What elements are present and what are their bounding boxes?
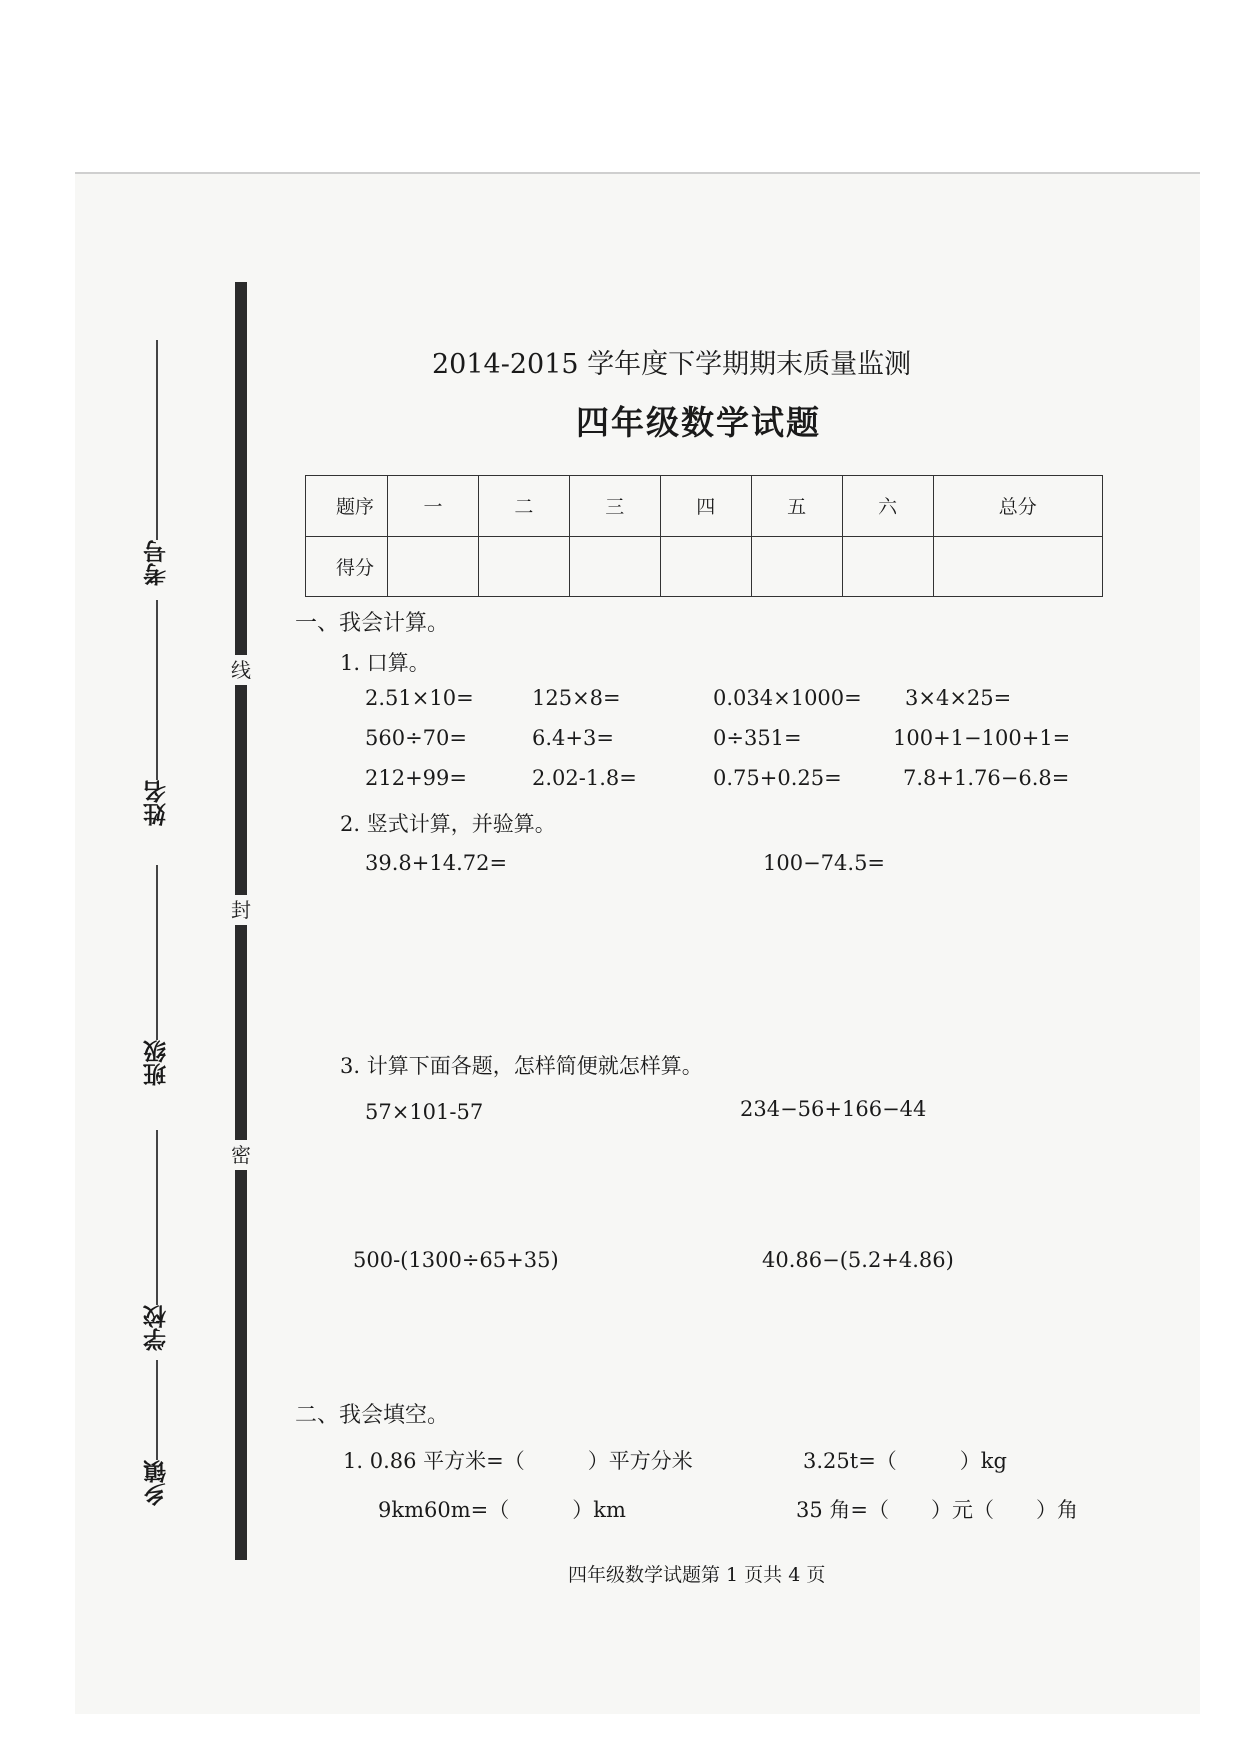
field-town (140, 1360, 173, 1506)
field-name (140, 600, 173, 826)
oral-calc-item: 0.75+0.25= (713, 766, 842, 790)
oral-calc-item: 3×4×25= (905, 686, 1012, 710)
q2-title: 2. 竖式计算，并验算。 (340, 812, 556, 836)
field-class (140, 865, 173, 1086)
score-input-cell[interactable] (569, 536, 660, 597)
score-cell: 总分 (933, 476, 1102, 537)
page-footer: 四年级数学试题第 1 页共 4 页 (568, 1564, 826, 1586)
field-line[interactable] (156, 600, 158, 780)
section-1-title: 一、我会计算。 (295, 611, 450, 636)
oral-calc-item: 2.51×10= (365, 686, 474, 710)
score-cell: 一 (388, 476, 479, 537)
oral-calc-item: 212+99= (365, 766, 467, 790)
oral-calc-item: 0÷351= (713, 726, 802, 750)
simplify-calc-item: 500-(1300÷65+35) (353, 1248, 559, 1272)
seal-mark-line: 线 (229, 655, 253, 685)
oral-calc-item: 6.4+3= (532, 726, 614, 750)
score-cell: 四 (660, 476, 751, 537)
oral-calc-item: 7.8+1.76−6.8= (903, 766, 1070, 790)
field-label: 姓名 (144, 780, 170, 826)
score-cell: 五 (751, 476, 842, 537)
vertical-calc-item: 39.8+14.72= (365, 851, 508, 875)
score-cell: 六 (842, 476, 933, 537)
seal-mark-seal: 封 (229, 895, 253, 925)
score-cell: 三 (569, 476, 660, 537)
field-line[interactable] (156, 865, 158, 1040)
score-cell: 二 (478, 476, 569, 537)
score-input-cell[interactable] (933, 536, 1102, 597)
score-table-score-row (306, 536, 1103, 597)
field-label: 考号 (144, 540, 170, 586)
field-label: 乡镇 (144, 1460, 170, 1506)
simplify-calc-item: 57×101-57 (365, 1100, 484, 1124)
fill-blank-item: 35 角=（ ）元（ ）角 (796, 1498, 1078, 1522)
q1-title: 1. 口算。 (340, 651, 430, 675)
oral-calc-item: 560÷70= (365, 726, 467, 750)
field-line[interactable] (156, 340, 158, 540)
oral-calc-item: 100+1−100+1= (893, 726, 1071, 750)
oral-calc-item: 2.02-1.8= (532, 766, 637, 790)
field-label: 班级 (144, 1040, 170, 1086)
field-exam-number (140, 340, 173, 586)
vertical-calc-item: 100−74.5= (763, 851, 886, 875)
score-row-label: 得分 (306, 536, 388, 597)
score-input-cell[interactable] (478, 536, 569, 597)
q3-title: 3. 计算下面各题，怎样简便就怎样算。 (340, 1054, 703, 1078)
score-input-cell[interactable] (751, 536, 842, 597)
field-line[interactable] (156, 1130, 158, 1305)
exam-subtitle: 四年级数学试题 (576, 403, 821, 442)
fill-blank-item: 1. 0.86 平方米=（ ）平方分米 (343, 1449, 693, 1473)
section-2-title: 二、我会填空。 (295, 1403, 450, 1428)
seal-mark-secret: 密 (229, 1140, 253, 1170)
score-cell: 题序 (306, 476, 388, 537)
simplify-calc-item: 234−56+166−44 (740, 1097, 927, 1121)
score-table-header-row (306, 476, 1103, 537)
score-input-cell[interactable] (842, 536, 933, 597)
simplify-calc-item: 40.86−(5.2+4.86) (762, 1248, 954, 1272)
score-input-cell[interactable] (660, 536, 751, 597)
field-line[interactable] (156, 1360, 158, 1460)
oral-calc-item: 125×8= (532, 686, 621, 710)
fill-blank-item: 9km60m=（ ）km (378, 1498, 626, 1522)
score-input-cell[interactable] (388, 536, 479, 597)
field-label: 学校 (144, 1305, 170, 1351)
oral-calc-item: 0.034×1000= (713, 686, 862, 710)
fill-blank-item: 3.25t=（ ）kg (803, 1449, 1007, 1473)
field-school (140, 1130, 173, 1351)
score-table (305, 475, 1103, 597)
exam-title: 2014-2015 学年度下学期期末质量监测 (432, 349, 912, 380)
